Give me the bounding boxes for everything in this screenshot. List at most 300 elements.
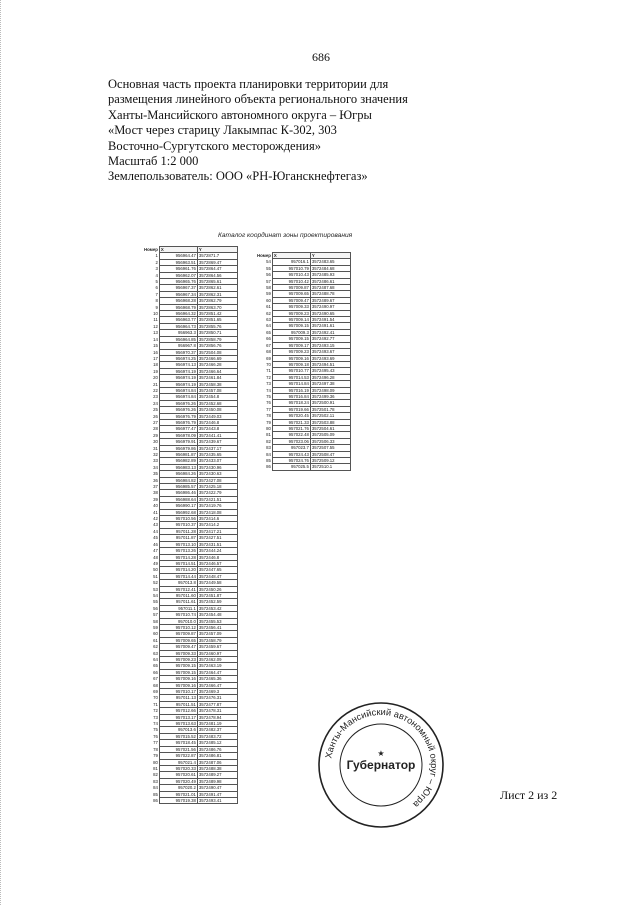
row-y: 3572486.81 xyxy=(197,753,237,759)
row-y: 3572856.76 xyxy=(197,343,237,349)
row-number: 86 xyxy=(153,797,158,803)
row-number: 29 xyxy=(153,432,158,438)
row-y: 3572505.09 xyxy=(310,432,350,438)
row-x: 956985.57 xyxy=(159,484,197,490)
row-y: 3572855.76 xyxy=(197,323,237,329)
row-x: 956968.79 xyxy=(159,304,197,310)
row-number: 82 xyxy=(153,772,158,778)
row-x: 957009.15 xyxy=(272,336,310,342)
row-number: 22 xyxy=(153,387,158,393)
header-line: Восточно-Сургутского месторождения» xyxy=(108,138,321,153)
row-x: 956990.17 xyxy=(159,503,197,509)
row-number: 56 xyxy=(153,605,158,611)
row-y: 3572850.71 xyxy=(197,330,237,336)
row-y: 3572495.43 xyxy=(310,368,350,374)
row-x: 957011.60 xyxy=(159,592,197,598)
row-number: 35 xyxy=(153,471,158,477)
row-y: 3572501.78 xyxy=(310,406,350,412)
row-number: 47 xyxy=(153,548,158,554)
row-x: 956992.68 xyxy=(159,509,197,515)
row-y: 3572418.08 xyxy=(197,509,237,515)
row-y: 3572487.68 xyxy=(310,285,350,291)
row-x: 957013.10 xyxy=(159,541,197,547)
row-x: 957009.16 xyxy=(272,355,310,361)
row-number: 76 xyxy=(153,733,158,739)
row-number: 55 xyxy=(266,265,271,271)
row-x: 957010.12 xyxy=(159,624,197,630)
row-number: 70 xyxy=(266,361,271,367)
row-x: 957009.65 xyxy=(272,291,310,297)
row-y: 3572508.47 xyxy=(310,451,350,457)
row-number: 84 xyxy=(266,451,271,457)
row-y: 3572451.87 xyxy=(197,592,237,598)
row-y: 3572483.65 xyxy=(310,259,350,265)
row-y: 3572448.47 xyxy=(197,573,237,579)
row-x: 957009.47 xyxy=(159,644,197,650)
row-number: 56 xyxy=(266,272,271,278)
row-x: 956986.46 xyxy=(159,490,197,496)
row-number: 40 xyxy=(153,503,158,509)
row-number: 39 xyxy=(153,496,158,502)
row-x: 957009.17 xyxy=(272,342,310,348)
row-number: 60 xyxy=(266,297,271,303)
row-x: 956974.84 xyxy=(159,387,197,393)
row-number: 58 xyxy=(266,285,271,291)
row-x: 956976.26 xyxy=(159,407,197,413)
row-number: 81 xyxy=(266,432,271,438)
row-x: 957010.37 xyxy=(159,522,197,528)
row-y: 3572460.97 xyxy=(197,650,237,656)
coordinates-table-left-body xyxy=(143,253,237,804)
row-y: 3572865.61 xyxy=(197,279,237,285)
row-x: 956976.26 xyxy=(159,400,197,406)
row-y: 3572490.47 xyxy=(197,785,237,791)
col-y-header: Y xyxy=(310,253,350,259)
col-number-header: Номер xyxy=(144,247,158,252)
row-number: 37 xyxy=(153,484,158,490)
row-x: 957012.41 xyxy=(159,586,197,592)
row-number: 26 xyxy=(153,413,158,419)
row-y: 3572478.31 xyxy=(197,708,237,714)
col-x-header: X xyxy=(272,253,310,259)
row-x: 957010.0 xyxy=(159,618,197,624)
row-x: 957013.8 xyxy=(159,580,197,586)
row-number: 44 xyxy=(153,528,158,534)
row-number: 64 xyxy=(266,323,271,329)
row-x: 957009.15 xyxy=(159,663,197,669)
row-number: 45 xyxy=(153,535,158,541)
row-number: 67 xyxy=(266,342,271,348)
row-y: 3572858.79 xyxy=(197,336,237,342)
row-x: 956970.37 xyxy=(159,349,197,355)
row-number: 72 xyxy=(153,708,158,714)
row-x: 956982.89 xyxy=(159,458,197,464)
row-y: 3572457.08 xyxy=(197,387,237,393)
row-y: 3572437.17 xyxy=(197,445,237,451)
row-number: 19 xyxy=(153,368,158,374)
row-x: 957009.47 xyxy=(272,297,310,303)
row-x: 956968.28 xyxy=(159,298,197,304)
row-number: 54 xyxy=(153,592,158,598)
row-y: 3572476.31 xyxy=(197,695,237,701)
row-x: 957013.6 xyxy=(159,727,197,733)
row-y: 3572450.08 xyxy=(197,407,237,413)
row-x: 956979.86 xyxy=(159,445,197,451)
row-y: 3572454.8 xyxy=(197,394,237,400)
row-x: 957010.79 xyxy=(272,265,310,271)
row-y: 3572494.51 xyxy=(310,361,350,367)
row-number: 80 xyxy=(153,759,158,765)
row-number: 62 xyxy=(153,644,158,650)
row-y: 3572443.8 xyxy=(197,426,237,432)
row-number: 52 xyxy=(153,580,158,586)
row-number: 73 xyxy=(266,381,271,387)
row-y: 3572452.59 xyxy=(197,599,237,605)
row-number: 77 xyxy=(153,740,158,746)
row-number: 72 xyxy=(266,374,271,380)
row-y: 3572493.67 xyxy=(310,349,350,355)
row-number: 33 xyxy=(153,458,158,464)
row-y: 3572425.18 xyxy=(197,484,237,490)
row-x: 957009.33 xyxy=(272,304,310,310)
row-number: 71 xyxy=(266,368,271,374)
row-y: 3572430.96 xyxy=(197,464,237,470)
row-x: 957010.77 xyxy=(272,368,310,374)
row-y: 3572469.3 xyxy=(197,689,237,695)
row-x: 957011.87 xyxy=(159,535,197,541)
row-y: 3572431.51 xyxy=(197,541,237,547)
row-y: 3572466.69 xyxy=(197,355,237,361)
row-x: 957016.19 xyxy=(272,387,310,393)
row-y: 3572461.84 xyxy=(197,375,237,381)
row-number: 5 xyxy=(155,279,158,285)
row-y: 3572477.87 xyxy=(197,701,237,707)
row-y: 3572427.51 xyxy=(197,535,237,541)
row-number: 50 xyxy=(153,567,158,573)
row-y: 3572493.41 xyxy=(197,797,237,803)
row-x: 957009.16 xyxy=(159,676,197,682)
row-x: 957009.23 xyxy=(272,349,310,355)
row-number: 65 xyxy=(153,663,158,669)
row-x: 956965.76 xyxy=(159,279,197,285)
row-x: 957015.52 xyxy=(159,733,197,739)
row-number: 43 xyxy=(153,522,158,528)
col-y-header: Y xyxy=(197,247,237,253)
stamp-ring-text: Ханты-Мансийский автономный округ – Югра xyxy=(323,706,440,810)
header-line: Землепользователь: ООО «РН-Юганскнефтегаз» xyxy=(108,169,368,184)
row-x: 957024.76 xyxy=(272,458,310,464)
row-x: 957010.17 xyxy=(159,689,197,695)
row-y: 3572503.88 xyxy=(310,419,350,425)
row-x: 956979.91 xyxy=(159,439,197,445)
row-number: 36 xyxy=(153,477,158,483)
row-number: 59 xyxy=(153,624,158,630)
row-number: 48 xyxy=(153,554,158,560)
row-x: 957020.33 xyxy=(159,765,197,771)
row-y: 3572466.28 xyxy=(197,362,237,368)
row-x: 956964.85 xyxy=(159,336,197,342)
row-number: 66 xyxy=(153,669,158,675)
row-number: 61 xyxy=(153,637,158,643)
row-y: 3572492.77 xyxy=(310,336,350,342)
row-number: 63 xyxy=(153,650,158,656)
row-y: 3572446.57 xyxy=(197,560,237,566)
row-number: 78 xyxy=(266,413,271,419)
row-x: 956962.07 xyxy=(159,272,197,278)
row-y: 3572493.69 xyxy=(310,355,350,361)
row-y: 3572496.28 xyxy=(310,374,350,380)
row-y: 3572439.67 xyxy=(197,439,237,445)
coordinates-table-right-body xyxy=(256,259,350,470)
row-x: 957018.24 xyxy=(272,400,310,406)
row-x: 957021.56 xyxy=(159,746,197,752)
row-number: 38 xyxy=(153,490,158,496)
row-number: 66 xyxy=(266,336,271,342)
row-x: 957021.33 xyxy=(272,419,310,425)
row-number: 75 xyxy=(153,727,158,733)
row-x: 957014.84 xyxy=(272,381,310,387)
row-y: 3572465.36 xyxy=(197,676,237,682)
row-y: 3572486.76 xyxy=(197,746,237,752)
row-number: 81 xyxy=(153,765,158,771)
row-x: 956978.09 xyxy=(159,432,197,438)
row-y: 3572864.47 xyxy=(197,266,237,272)
row-x: 956984.26 xyxy=(159,471,197,477)
row-x: 957009.14 xyxy=(272,317,310,323)
row-number: 68 xyxy=(153,682,158,688)
row-y: 3572509.12 xyxy=(310,458,350,464)
coordinates-table-right xyxy=(256,252,351,471)
row-x: 956967.34 xyxy=(159,291,197,297)
row-number: 3 xyxy=(155,266,158,272)
row-y: 3572497.38 xyxy=(310,381,350,387)
row-y: 3572414.2 xyxy=(197,522,237,528)
row-x: 957009.23 xyxy=(159,657,197,663)
row-y: 3572454.48 xyxy=(197,612,237,618)
row-number: 67 xyxy=(153,676,158,682)
header-line: Ханты-Мансийского автономного округа – Югры xyxy=(108,107,372,122)
row-x: 957014.53 xyxy=(272,374,310,380)
row-y: 3572466.64 xyxy=(197,368,237,374)
row-number: 14 xyxy=(153,336,158,342)
row-x: 957010.56 xyxy=(159,516,197,522)
row-number: 65 xyxy=(266,329,271,335)
row-number: 7 xyxy=(155,291,158,297)
row-y: 3572506.33 xyxy=(310,438,350,444)
row-number: 24 xyxy=(153,400,158,406)
row-x: 956964.47 xyxy=(159,253,197,259)
row-number: 49 xyxy=(153,560,158,566)
row-y: 3572502.11 xyxy=(310,413,350,419)
row-x: 957009.18 xyxy=(272,361,310,367)
row-number: 85 xyxy=(153,791,158,797)
row-number: 34 xyxy=(153,464,158,470)
row-x: 957013.26 xyxy=(159,548,197,554)
row-y: 3572458.79 xyxy=(197,637,237,643)
row-x: 956963.51 xyxy=(159,259,197,265)
row-x: 957022.48 xyxy=(272,432,310,438)
row-number: 27 xyxy=(153,419,158,425)
row-x: 957011.1 xyxy=(159,605,197,611)
row-number: 79 xyxy=(266,419,271,425)
row-x: 957010.43 xyxy=(272,272,310,278)
row-y: 3572459.67 xyxy=(197,644,237,650)
row-x: 957020.45 xyxy=(272,413,310,419)
sheet-label: Лист 2 из 2 xyxy=(500,788,558,802)
row-number: 9 xyxy=(155,304,158,310)
row-number: 17 xyxy=(153,355,158,361)
row-x: 957010.74 xyxy=(159,612,197,618)
row-y: 3572486.61 xyxy=(310,278,350,284)
row-y: 3572489.67 xyxy=(310,297,350,303)
row-number: 80 xyxy=(266,425,271,431)
row-number: 77 xyxy=(266,406,271,412)
table-row xyxy=(256,464,350,470)
row-x: 956974.13 xyxy=(159,362,197,368)
page-number: 686 xyxy=(312,50,330,64)
row-y: 3572446.8 xyxy=(197,554,237,560)
row-number: 46 xyxy=(153,541,158,547)
row-x: 956964.73 xyxy=(159,323,197,329)
row-x: 956974.19 xyxy=(159,375,197,381)
row-x: 957022.87 xyxy=(159,753,197,759)
row-number: 32 xyxy=(153,452,158,457)
row-x: 957009.3 xyxy=(272,329,310,335)
header-line: Масштаб 1:2 000 xyxy=(108,154,199,169)
row-number: 13 xyxy=(153,330,158,336)
header-line: размещения линейного объекта регионального значения xyxy=(108,92,408,107)
row-number: 83 xyxy=(153,778,158,784)
row-y: 3572490.65 xyxy=(310,310,350,316)
row-y: 3572449.58 xyxy=(197,580,237,586)
row-number: 83 xyxy=(266,445,271,451)
row-x: 956988.64 xyxy=(159,496,197,502)
row-x: 957014.20 xyxy=(159,567,197,573)
row-number: 74 xyxy=(266,387,271,393)
row-number: 11 xyxy=(153,317,158,323)
row-y: 3572491.47 xyxy=(197,791,237,797)
row-x: 957009.87 xyxy=(159,631,197,637)
row-x: 957009.33 xyxy=(159,650,197,656)
row-number: 58 xyxy=(153,618,158,624)
row-number: 64 xyxy=(153,657,158,662)
row-y: 3572851.65 xyxy=(197,317,237,323)
row-x: 956977.47 xyxy=(159,426,197,432)
row-y: 3572864.56 xyxy=(197,272,237,278)
row-number: 2 xyxy=(155,259,158,265)
row-y: 3572862.79 xyxy=(197,298,237,304)
row-x: 957020.49 xyxy=(159,778,197,784)
row-x: 957021.01 xyxy=(159,791,197,797)
row-number: 61 xyxy=(266,304,271,310)
row-x: 956963.3 xyxy=(159,330,197,336)
row-y: 3572500.91 xyxy=(310,400,350,406)
row-number: 75 xyxy=(266,393,271,399)
row-number: 57 xyxy=(153,612,158,618)
row-y: 3572441.41 xyxy=(197,432,237,438)
row-y: 3572449.03 xyxy=(197,413,237,419)
row-number: 10 xyxy=(153,311,158,317)
row-x: 956976.79 xyxy=(159,413,197,419)
row-y: 3572430.63 xyxy=(197,471,237,477)
row-x: 957023.7 xyxy=(272,445,310,451)
col-number-header: Номер xyxy=(257,253,271,258)
row-x: 957011.51 xyxy=(159,701,197,707)
row-y: 3572489.27 xyxy=(197,772,237,778)
row-number: 62 xyxy=(266,310,271,316)
row-number: 16 xyxy=(153,349,158,355)
row-number: 57 xyxy=(266,278,271,284)
row-x: 957016.84 xyxy=(272,393,310,399)
row-y: 3572483.72 xyxy=(197,733,237,739)
row-number: 25 xyxy=(153,407,158,413)
row-y: 3572463.19 xyxy=(197,663,237,669)
row-y: 3572488.78 xyxy=(310,291,350,297)
row-number: 70 xyxy=(153,695,158,701)
row-x: 957014.51 xyxy=(159,560,197,566)
row-y: 3572485.12 xyxy=(197,740,237,746)
row-x: 957020.2 xyxy=(159,785,197,791)
row-y: 3572499.36 xyxy=(310,393,350,399)
row-x: 957021.76 xyxy=(272,425,310,431)
row-x: 957009.15 xyxy=(159,669,197,675)
row-y: 3572447.65 xyxy=(197,567,237,573)
row-number: 74 xyxy=(153,721,158,727)
row-number: 76 xyxy=(266,400,271,406)
row-y: 3572457.09 xyxy=(197,631,237,637)
row-number: 21 xyxy=(153,381,158,387)
row-number: 15 xyxy=(153,343,158,349)
row-y: 3572478.94 xyxy=(197,714,237,720)
coordinates-table-left xyxy=(143,246,238,804)
row-number: 51 xyxy=(153,573,158,579)
row-number: 18 xyxy=(153,362,158,368)
row-number: 1 xyxy=(155,253,158,259)
row-y: 3572482.37 xyxy=(197,727,237,733)
row-x: 957009.15 xyxy=(272,323,310,329)
governor-stamp xyxy=(316,700,446,830)
row-number: 20 xyxy=(153,375,158,381)
row-x: 956967.37 xyxy=(159,285,197,291)
row-y: 3572466.47 xyxy=(197,682,237,688)
row-y: 3572869.47 xyxy=(197,259,237,265)
row-y: 3572490.97 xyxy=(310,304,350,310)
row-x: 957021.4 xyxy=(159,759,197,765)
row-number: 31 xyxy=(153,445,158,451)
row-y: 3572493.15 xyxy=(310,342,350,348)
row-x: 957024.43 xyxy=(272,451,310,457)
row-x: 956981.87 xyxy=(159,452,197,458)
row-x: 957009.87 xyxy=(272,285,310,291)
row-number: 79 xyxy=(153,753,158,759)
row-number: 84 xyxy=(153,785,158,791)
row-number: 30 xyxy=(153,439,158,445)
row-number: 55 xyxy=(153,599,158,605)
header-line: «Мост через старицу Лакымпас К-302, 303 xyxy=(108,123,337,138)
row-y: 3572491.61 xyxy=(310,323,350,329)
row-x: 957020.61 xyxy=(159,772,197,778)
row-x: 956967.8 xyxy=(159,343,197,349)
row-x: 956974.25 xyxy=(159,355,197,361)
row-y: 3572487.06 xyxy=(197,759,237,765)
row-number: 53 xyxy=(153,586,158,592)
row-number: 63 xyxy=(266,317,271,323)
catalog-title: Каталог координат зоны проектирования xyxy=(218,232,353,239)
row-y: 3572456.41 xyxy=(197,624,237,630)
row-y: 3572435.65 xyxy=(197,452,237,458)
row-x: 957013.17 xyxy=(159,714,197,720)
row-number: 23 xyxy=(153,394,158,400)
